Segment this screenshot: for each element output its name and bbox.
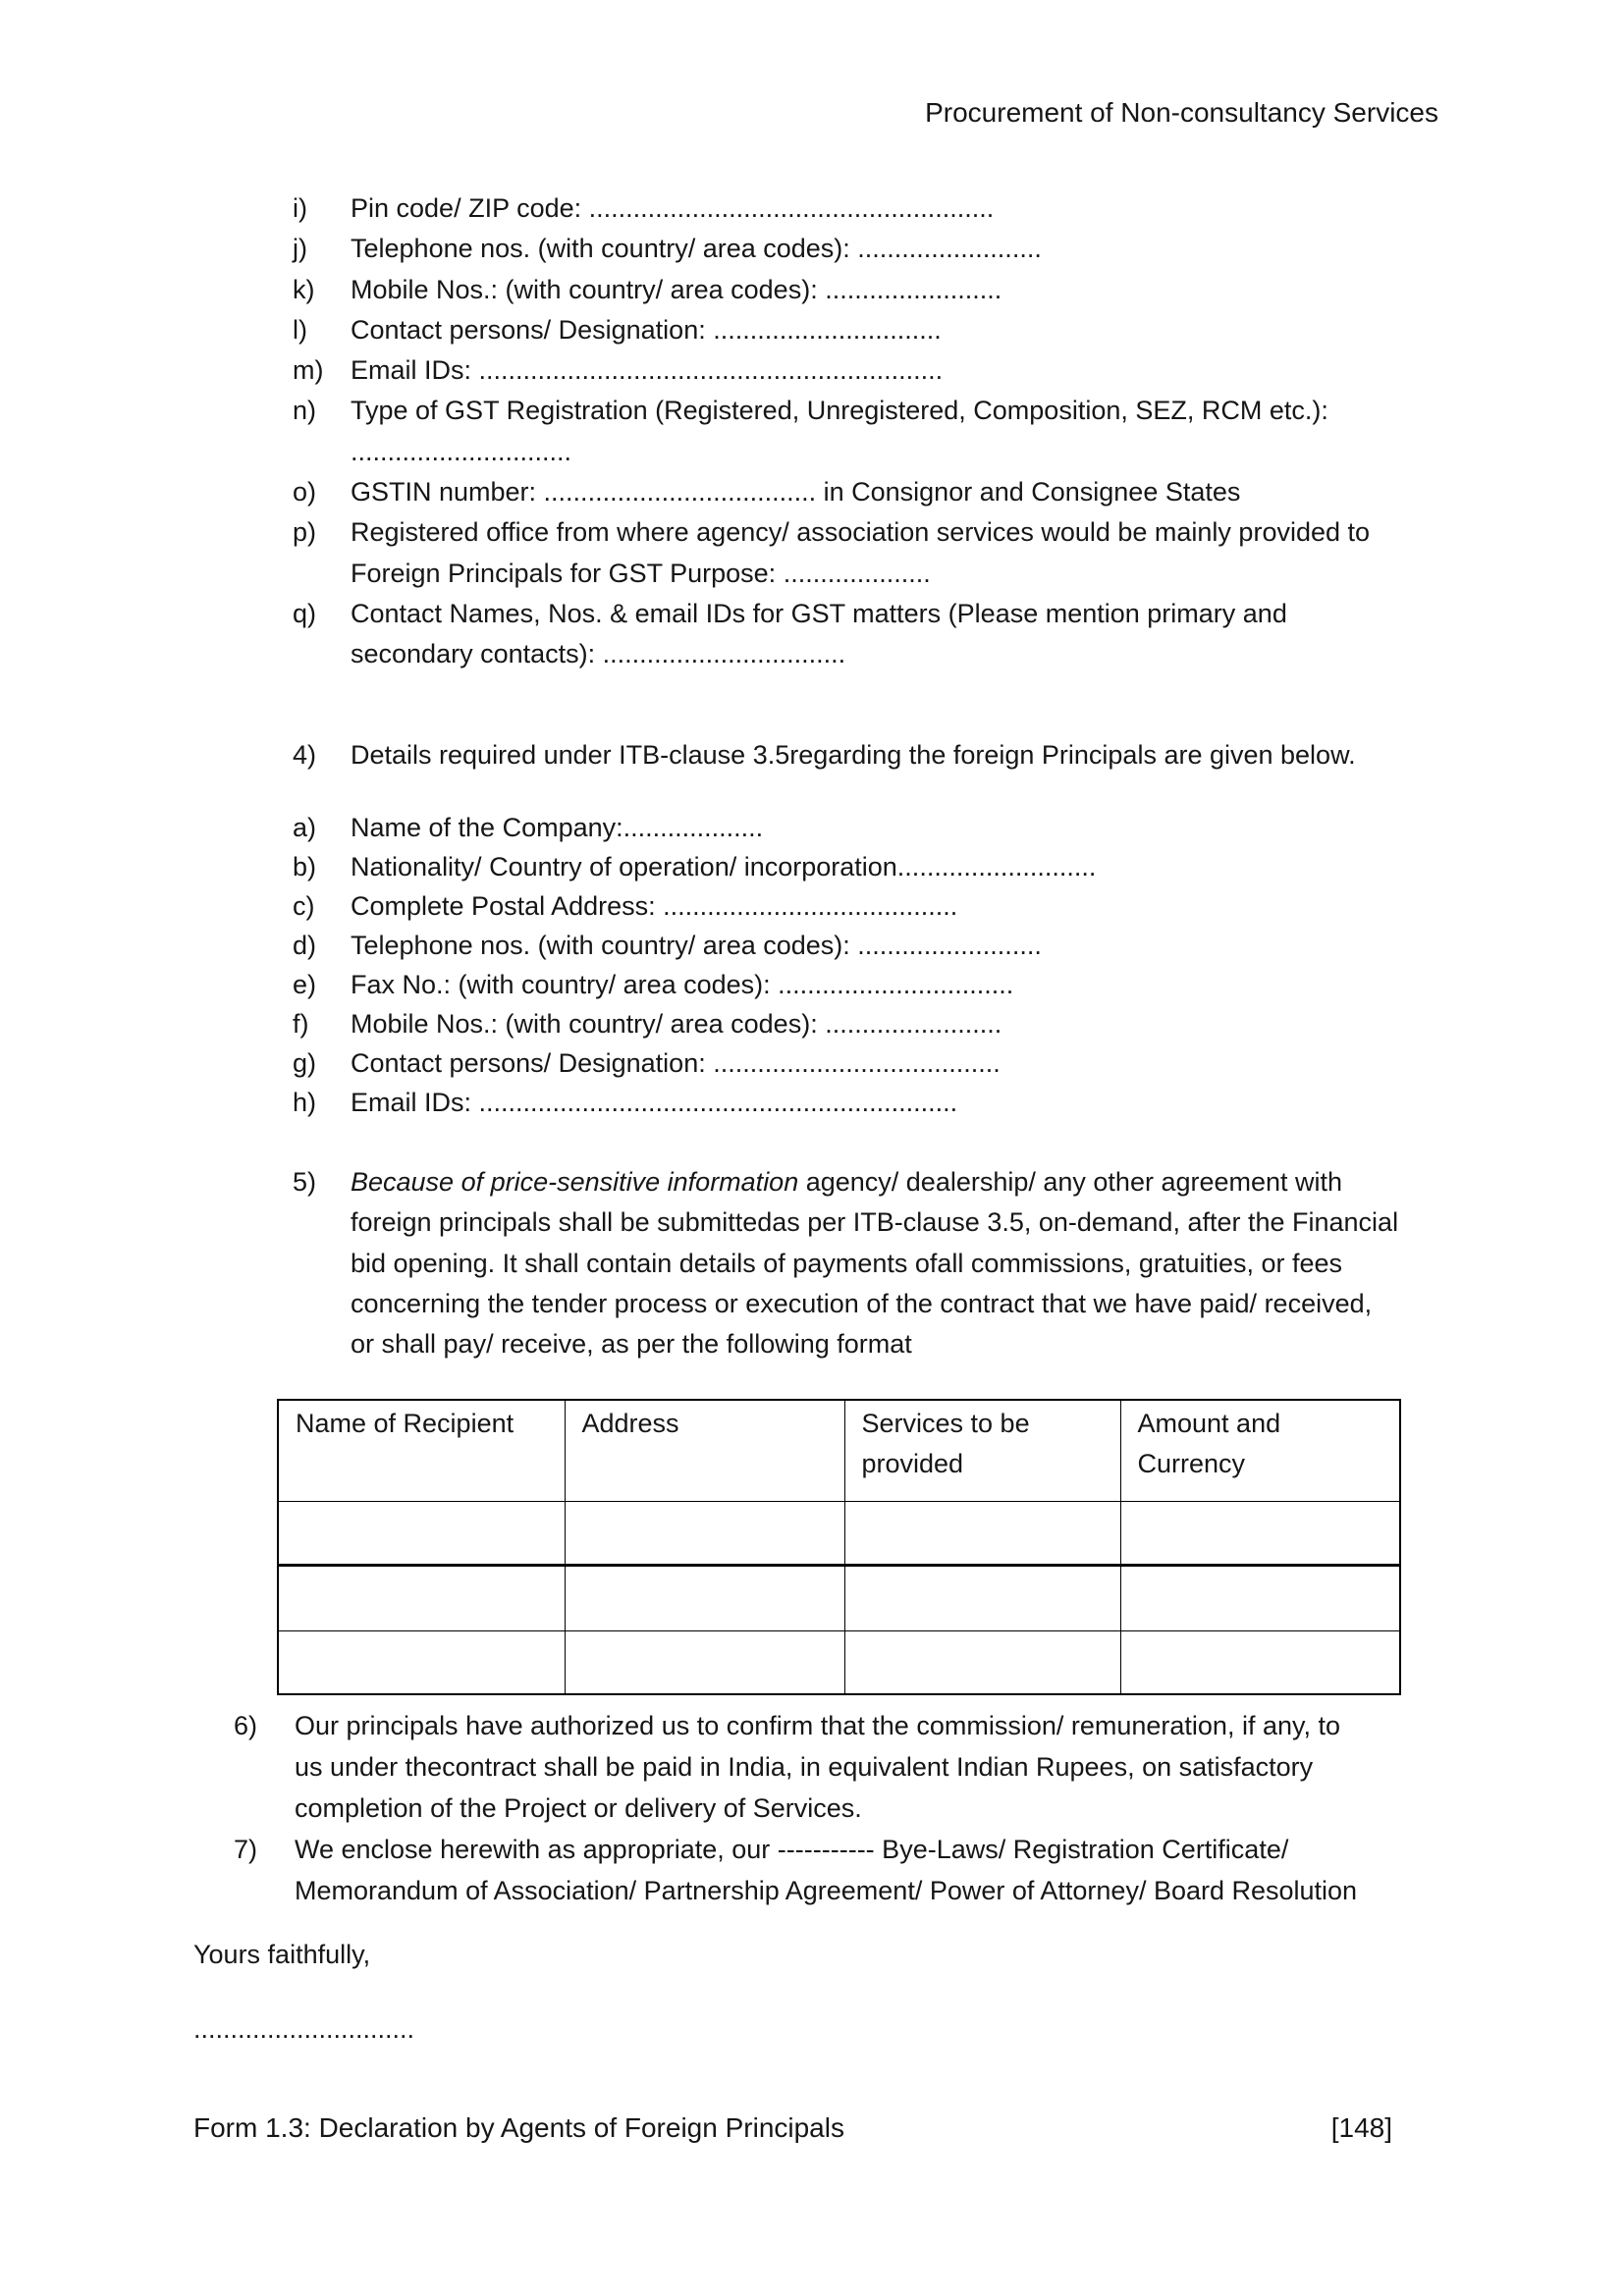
table-cell — [278, 1565, 565, 1630]
table-cell — [844, 1565, 1120, 1630]
list-item-label: m) — [293, 355, 324, 386]
list-a-to-h — [293, 808, 1481, 1122]
item-5 — [293, 1162, 1500, 1364]
list-item-d — [293, 926, 1481, 965]
list-item-text: Registered office from where agency/ association services would be mainly provided to — [351, 517, 1371, 548]
list-item-text: us under thecontract shall be paid in India, in equivalent Indian Rupees, on satisfactory — [295, 1752, 1314, 1782]
list-item-text: Contact persons/ Designation: ............................... — [351, 314, 942, 345]
list-item-label: j) — [293, 234, 307, 264]
list-item-label: l) — [293, 314, 307, 345]
list-item-i — [293, 188, 1481, 229]
table-row — [278, 1630, 1400, 1694]
table-cell — [1120, 1565, 1400, 1630]
list-item-label: b) — [293, 852, 317, 881]
item-7 — [234, 1829, 1500, 1911]
table-cell — [565, 1565, 844, 1630]
list-item-h — [293, 1083, 1481, 1122]
list-item-text: Type of GST Registration (Registered, Unregistered, Composition, SEZ, RCM etc.): — [351, 396, 1328, 426]
list-item-text: We enclose herewith as appropriate, our ----------- Bye-Laws/ Registration Certificate/ — [295, 1835, 1289, 1864]
table-header-amount: Amount and Currency — [1120, 1400, 1400, 1501]
list-item-p — [293, 512, 1481, 594]
list-item-e — [293, 965, 1481, 1004]
item-4 — [293, 735, 1481, 775]
list-item-text: completion of the Project or delivery of Services. — [295, 1793, 862, 1823]
signature-line: .............................. — [193, 2014, 415, 2044]
table-header-row — [278, 1400, 1400, 1501]
footer-page-number: [148] — [1330, 2112, 1392, 2143]
list-item-label: k) — [293, 274, 315, 304]
commissions-table — [277, 1399, 1401, 1695]
table-header-services: Services to be provided — [844, 1400, 1120, 1501]
list-item-label: o) — [293, 477, 317, 507]
list-item-text: Pin code/ ZIP code: ....................................................... — [351, 193, 995, 223]
list-item-text: Mobile Nos.: (with country/ area codes): ........................ — [351, 274, 1002, 304]
list-item-label: p) — [293, 517, 317, 548]
list-item-a — [293, 808, 1481, 847]
table-cell — [278, 1630, 565, 1694]
list-item-j — [293, 229, 1481, 269]
page-footer — [193, 2111, 1392, 2145]
list-item-text: Telephone nos. (with country/ area codes): ......................... — [351, 234, 1042, 264]
table-header-name-of-recipient: Name of Recipient — [278, 1400, 565, 1501]
list-item-text: Email IDs: ................................................................. — [351, 1088, 958, 1117]
list-item-n — [293, 391, 1481, 472]
table-cell — [1120, 1501, 1400, 1565]
list-item-text: Nationality/ Country of operation/ incorporation........................... — [351, 852, 1097, 881]
list-item-text: concerning the tender process or execution of the contract that we have paid/ received, — [351, 1288, 1373, 1318]
list-item-text: Name of the Company:................... — [351, 813, 764, 842]
table-cell — [844, 1501, 1120, 1565]
closing-salutation: Yours faithfully, — [193, 1940, 371, 1969]
list-item-text: agency/ dealership/ any other agreement with — [798, 1167, 1343, 1197]
list-item-text: Our principals have authorized us to confirm that the commission/ remuneration, if any, to — [295, 1711, 1340, 1740]
list-item-label: 4) — [293, 740, 317, 770]
list-item-text: Email IDs: ............................................................... — [351, 355, 944, 386]
list-item-text: foreign principals shall be submittedas per ITB-clause 3.5, on-demand, after the Financial — [351, 1207, 1399, 1238]
list-i-to-q — [293, 188, 1481, 675]
list-item-text: GSTIN number: ..................................... in Consignor and Consignee States — [351, 477, 1241, 507]
list-item-text: Telephone nos. (with country/ area codes): ......................... — [351, 931, 1042, 960]
list-item-f — [293, 1004, 1481, 1043]
page-header: Procurement of Non-consultancy Services — [925, 97, 1438, 128]
list-item-label: c) — [293, 891, 315, 921]
list-item-text: Foreign Principals for GST Purpose: .................... — [351, 558, 931, 588]
list-item-m — [293, 350, 1481, 391]
table-header-address: Address — [565, 1400, 844, 1501]
list-item-text: Complete Postal Address: ........................................ — [351, 891, 958, 921]
table-cell — [278, 1501, 565, 1565]
list-item-g — [293, 1043, 1481, 1083]
list-item-label: 7) — [234, 1835, 258, 1864]
list-item-text: or shall pay/ receive, as per the following format — [351, 1329, 912, 1360]
italic-phrase: Because of price-sensitive information — [351, 1167, 799, 1197]
table-cell — [565, 1501, 844, 1565]
list-item-text: Details required under ITB-clause 3.5regarding the foreign Principals are given below. — [351, 740, 1356, 770]
list-item-text: secondary contacts): ................................. — [351, 639, 846, 669]
table-cell — [1120, 1630, 1400, 1694]
list-item-b — [293, 847, 1481, 886]
list-item-label: f) — [293, 1009, 309, 1039]
list-item-text: bid opening. It shall contain details of payments ofall commissions, gratuities, or fees — [351, 1248, 1343, 1278]
items-6-7 — [234, 1705, 1500, 1911]
list-item-text — [351, 1162, 1500, 1202]
table-cell — [565, 1630, 844, 1694]
fill-in-dots: .............................. — [351, 436, 572, 466]
list-item-label: 5) — [293, 1167, 317, 1197]
list-item-label: q) — [293, 598, 317, 628]
list-item-label: n) — [293, 396, 317, 426]
list-item-text: Memorandum of Association/ Partnership Agreement/ Power of Attorney/ Board Resolution — [295, 1876, 1358, 1905]
table-row — [278, 1565, 1400, 1630]
list-item-q — [293, 594, 1481, 675]
table-row — [278, 1501, 1400, 1565]
list-item-text: Contact persons/ Designation: ....................................... — [351, 1048, 1001, 1078]
list-item-label: d) — [293, 931, 317, 960]
list-item-label: h) — [293, 1088, 317, 1117]
list-item-k — [293, 270, 1481, 310]
list-item-text: Fax No.: (with country/ area codes): ................................ — [351, 970, 1014, 999]
list-item-o — [293, 472, 1481, 512]
list-item-label: i) — [293, 193, 307, 223]
list-item-l — [293, 310, 1481, 350]
list-item-text: Contact Names, Nos. & email IDs for GST matters (Please mention primary and — [351, 598, 1287, 628]
list-item-label: g) — [293, 1048, 317, 1078]
footer-form-title: Form 1.3: Declaration by Agents of Foreign Principals — [193, 2112, 844, 2143]
item-6 — [234, 1705, 1500, 1829]
table-cell — [844, 1630, 1120, 1694]
list-item-text: Mobile Nos.: (with country/ area codes): ........................ — [351, 1009, 1002, 1039]
list-item-label: 6) — [234, 1711, 258, 1740]
list-item-c — [293, 886, 1481, 926]
list-item-label: a) — [293, 813, 317, 842]
list-item-label: e) — [293, 970, 317, 999]
